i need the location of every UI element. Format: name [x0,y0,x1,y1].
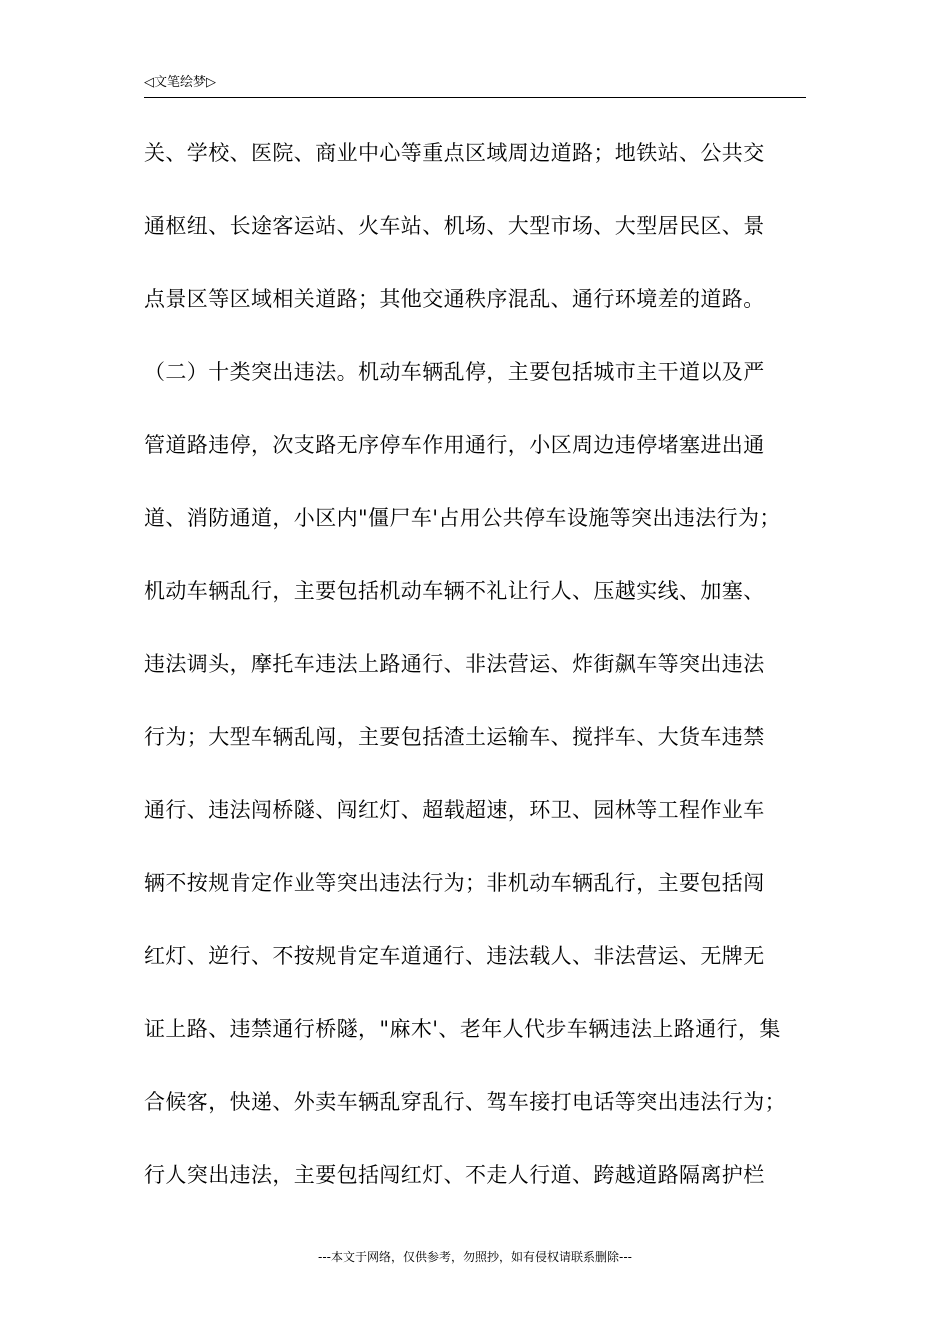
text-line: （二）十类突出违法。机动车辆乱停，主要包括城市主干道以及严 [144,360,765,384]
text-line: 违法调头，摩托车违法上路通行、非法营运、炸街飙车等突出违法 [144,652,765,676]
text-line: 红灯、逆行、不按规肯定车道通行、违法载人、非法营运、无牌无 [144,944,765,968]
page-footer: ---本文于网络，仅供参考，勿照抄，如有侵权请联系删除--- [318,1250,632,1264]
text-line: 点景区等区域相关道路；其他交通秩序混乱、通行环境差的道路。 [144,287,765,311]
text-line: 证上路、违禁通行桥隧，"麻木'、老年人代步车辆违法上路通行，集 [144,1017,781,1041]
document-body [144,128,834,1223]
text-line: 辆不按规肯定作业等突出违法行为；非机动车辆乱行，主要包括闯 [144,871,765,895]
text-line: 合候客，快递、外卖车辆乱穿乱行、驾车接打电话等突出违法行为； [144,1090,786,1114]
text-line: 机动车辆乱行，主要包括机动车辆不礼让行人、压越实线、加塞、 [144,579,765,603]
header-title: ◁文笔绘梦▷ [144,75,216,90]
text-line: 通行、违法闯桥隧、闯红灯、超载超速，环卫、园林等工程作业车 [144,798,765,822]
page-header [144,74,806,98]
text-line: 通枢纽、长途客运站、火车站、机场、大型市场、大型居民区、景 [144,214,765,238]
text-line: 行为；大型车辆乱闯，主要包括渣土运输车、搅拌车、大货车违禁 [144,725,765,749]
text-line: 行人突出违法，主要包括闯红灯、不走人行道、跨越道路隔离护栏 [144,1163,765,1187]
text-line: 道、消防通道，小区内"僵尸车'占用公共停车设施等突出违法行为； [144,506,781,530]
header-divider [144,97,806,98]
text-line: 管道路违停，次支路无序停车作用通行，小区周边违停堵塞进出通 [144,433,765,457]
text-line: 关、学校、医院、商业中心等重点区域周边道路；地铁站、公共交 [144,141,765,165]
